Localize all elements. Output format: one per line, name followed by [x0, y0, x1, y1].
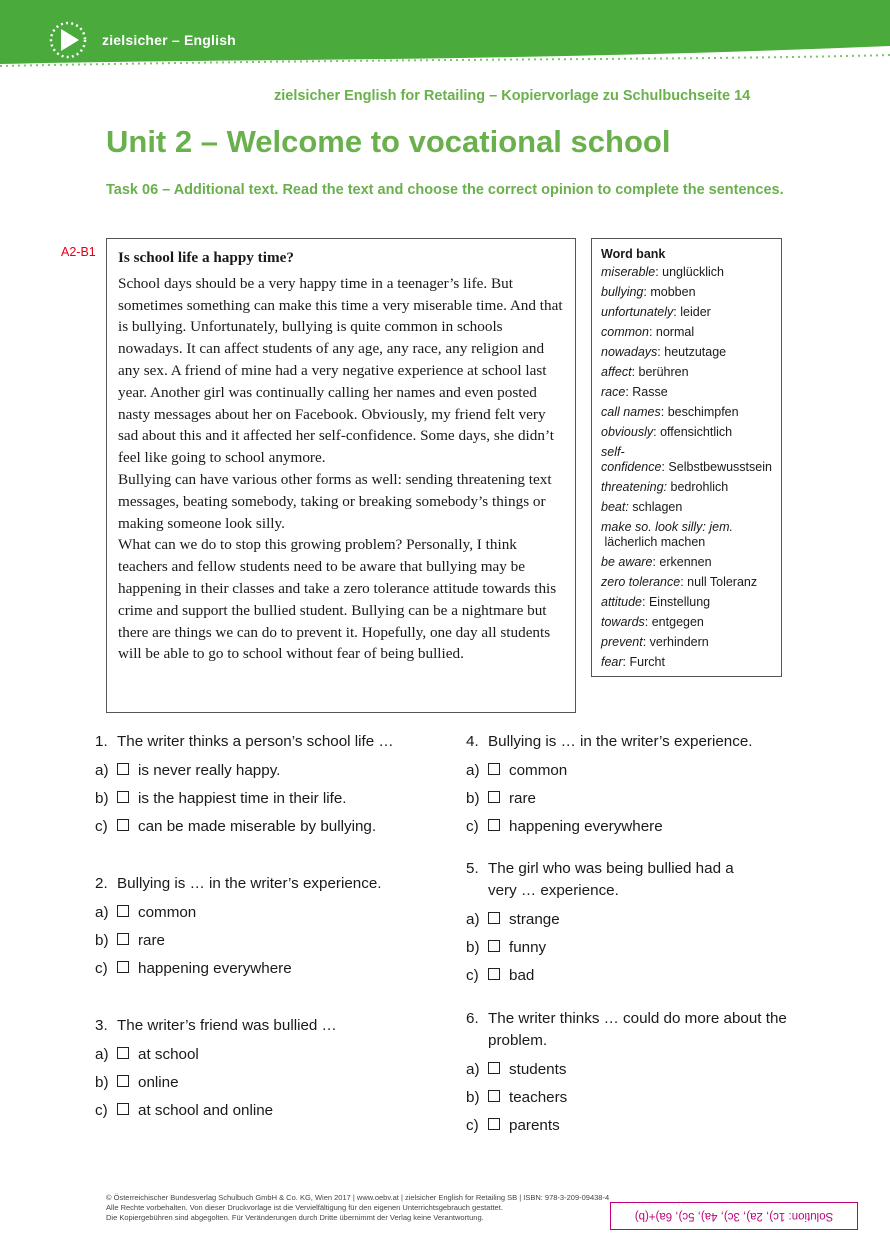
question-3 — [95, 1015, 445, 1125]
answer-option[interactable] — [466, 785, 796, 813]
word-bank-translation: lächerlich machen — [604, 535, 706, 549]
word-bank-translation: normal — [655, 325, 695, 339]
word-bank-translation: mobben — [650, 285, 696, 299]
question-4 — [466, 731, 796, 841]
option-text: common — [138, 904, 197, 921]
option-letter: b) — [466, 790, 480, 807]
answer-option[interactable] — [466, 1056, 796, 1084]
solution-key: Solution: 1c), 2a), 3c), 4a), 5c), 6a)+(b) — [610, 1202, 858, 1230]
answer-option[interactable] — [95, 1097, 445, 1125]
option-text: online — [138, 1074, 179, 1091]
option-letter: b) — [95, 1074, 109, 1091]
word-bank-entry — [601, 555, 775, 570]
checkbox-icon[interactable] — [117, 819, 129, 831]
question-text — [466, 1008, 796, 1052]
article-box — [106, 238, 576, 713]
checkbox-icon[interactable] — [488, 1090, 500, 1102]
checkbox-icon[interactable] — [117, 961, 129, 973]
question-text — [466, 731, 796, 753]
option-text: rare — [509, 790, 537, 807]
option-text: strange — [509, 911, 560, 928]
word-bank-separator: : — [660, 405, 668, 419]
option-text: bad — [509, 967, 535, 984]
checkbox-icon[interactable] — [488, 763, 500, 775]
word-bank-entry — [601, 635, 775, 650]
answer-option[interactable] — [466, 1112, 796, 1140]
question-prompt: The girl who was being bullied had a very … experience. — [488, 860, 734, 899]
article-paragraph: What can we do to stop this growing problem? Personally, I think teachers and fellow students need to be aware that bullying may be happening in their classes and take a zero tolerance attitude towards this crime and support the bullied student. Bullying can be a nightmare but there are things we can do to prevent it. Hopefully, one day all students will be able to go to school without fear of being bullied. — [118, 536, 557, 663]
level-badge: A2-B1 — [61, 245, 96, 259]
word-bank-translation: Furcht — [629, 655, 665, 669]
option-letter: a) — [466, 1061, 480, 1078]
article-paragraph: Bullying can have various other forms as well: sending threatening text messages, beating somebody, taking or breaking somebody’s things or making someone look silly. — [118, 470, 552, 532]
option-letter: a) — [466, 911, 480, 928]
question-text — [95, 1015, 445, 1037]
word-bank-separator: : — [625, 385, 633, 399]
word-bank-separator: : — [655, 265, 663, 279]
checkbox-icon[interactable] — [117, 933, 129, 945]
checkbox-icon[interactable] — [488, 1062, 500, 1074]
option-text: at school and online — [138, 1102, 274, 1119]
word-bank-entry — [601, 655, 775, 670]
task-instruction: Task 06 – Additional text. Read the text and choose the correct opinion to complete the sentences. — [106, 182, 784, 198]
option-text: at school — [138, 1046, 199, 1063]
word-bank-entry — [601, 445, 775, 475]
option-letter: c) — [95, 818, 108, 835]
option-letter: a) — [95, 1046, 109, 1063]
word-bank-entry — [601, 405, 775, 420]
word-bank-term: obviously — [601, 425, 654, 439]
word-bank-term: miserable — [601, 265, 656, 279]
question-2 — [95, 873, 445, 983]
option-text: rare — [138, 932, 166, 949]
word-bank-entry — [601, 500, 775, 515]
word-bank-translation: Einstellung — [648, 595, 711, 609]
word-bank-term: attitude — [601, 595, 643, 609]
answer-option[interactable] — [466, 906, 766, 934]
word-bank-separator: : — [657, 345, 665, 359]
question-text — [95, 873, 445, 895]
answer-option[interactable] — [95, 813, 445, 841]
word-bank-term: affect — [601, 365, 632, 379]
word-bank-term: common — [601, 325, 649, 339]
option-letter: b) — [466, 1089, 480, 1106]
word-bank-term: nowadays — [601, 345, 658, 359]
question-number: 1. — [95, 733, 108, 750]
option-text: is never really happy. — [138, 762, 281, 779]
checkbox-icon[interactable] — [488, 819, 500, 831]
word-bank-translation: heutzutage — [664, 345, 727, 359]
word-bank-translation: Rasse — [632, 385, 668, 399]
word-bank-separator: : — [631, 365, 639, 379]
footer-line: © Österreichischer Bundesverlag Schulbuch GmbH & Co. KG, Wien 2017 | www.oebv.at | zielsicher English for Retailing SB | ISBN: 978-3-209-09438-4 — [106, 1193, 610, 1202]
footer-line: Alle Rechte vorbehalten. Von dieser Druckvorlage ist die Vervielfältigung für den eigenen Unterrichtsgebrauch gestattet. — [106, 1203, 503, 1212]
word-bank-translation: beschimpfen — [667, 405, 739, 419]
option-text: parents — [509, 1117, 560, 1134]
word-bank-separator: : — [644, 615, 652, 629]
option-letter: b) — [466, 939, 480, 956]
answer-option[interactable] — [95, 899, 445, 927]
word-bank-separator: : — [642, 635, 650, 649]
question-6 — [466, 1008, 796, 1140]
word-bank-separator: : — [661, 460, 669, 474]
answer-option[interactable] — [95, 785, 445, 813]
option-letter: c) — [95, 960, 108, 977]
word-bank-separator: : — [622, 655, 630, 669]
option-text: is the happiest time in their life. — [138, 790, 347, 807]
word-bank-separator: : — [643, 285, 651, 299]
option-text: students — [509, 1061, 567, 1078]
word-bank-term: beat: — [601, 500, 629, 514]
word-bank-entry — [601, 285, 775, 300]
word-bank-separator: : — [673, 305, 681, 319]
word-bank-term: towards — [601, 615, 645, 629]
answer-option[interactable] — [95, 1041, 445, 1069]
question-number: 3. — [95, 1017, 108, 1034]
word-bank-entry — [601, 325, 775, 340]
word-bank-separator: : — [680, 575, 688, 589]
checkbox-icon[interactable] — [488, 912, 500, 924]
word-bank-list — [601, 265, 775, 670]
option-text: common — [509, 762, 568, 779]
word-bank-entry — [601, 615, 775, 630]
word-bank-entry — [601, 365, 775, 380]
article-paragraph: School days should be a very happy time in a teenager’s life. But sometimes something can make this time a very miserable time. And that is bullying. Unfortunately, bullying is quite common in schools nowadays. It can affect students of any age, any race, any religion and any sex. A friend of mine had a very negative experience at school last year. Another girl was continually calling her names and even posted nasty messages about her on Facebook. Obviously, my friend felt very sad about this and it affected her self-confidence. Some days, she didn’t feel like going to school anymore. — [118, 274, 563, 467]
word-bank-translation: berühren — [638, 365, 689, 379]
question-prompt: The writer thinks … could do more about the problem. — [488, 1010, 787, 1049]
page-subtitle: zielsicher English for Retailing – Kopiervorlage zu Schulbuchseite 14 — [274, 88, 751, 104]
option-text: can be made miserable by bullying. — [138, 818, 377, 835]
word-bank-entry — [601, 595, 775, 610]
answer-option[interactable] — [466, 813, 796, 841]
word-bank-translation: entgegen — [651, 615, 704, 629]
unit-title: Unit 2 – Welcome to vocational school — [106, 124, 671, 159]
option-text: happening everywhere — [509, 818, 663, 835]
answer-option[interactable] — [95, 1069, 445, 1097]
word-bank-translation: offensichtlich — [660, 425, 733, 439]
option-text: happening everywhere — [138, 960, 292, 977]
question-prompt: The writer’s friend was bullied … — [117, 1017, 337, 1034]
word-bank-translation: null Toleranz — [687, 575, 758, 589]
option-letter: a) — [95, 904, 109, 921]
question-text — [95, 731, 445, 753]
option-letter: a) — [466, 762, 480, 779]
question-prompt: The writer thinks a person’s school life … — [117, 733, 394, 750]
word-bank-translation: schlagen — [632, 500, 683, 514]
question-number: 6. — [466, 1010, 479, 1027]
checkbox-icon[interactable] — [488, 940, 500, 952]
option-letter: c) — [466, 967, 479, 984]
question-5 — [466, 858, 766, 990]
word-bank-term: unfortunately — [601, 305, 674, 319]
checkbox-icon[interactable] — [488, 791, 500, 803]
word-bank-separator: : — [648, 325, 656, 339]
word-bank-entry — [601, 345, 775, 360]
article-heading: Is school life a happy time? — [118, 249, 294, 266]
option-text: teachers — [509, 1089, 568, 1106]
word-bank-translation: erkennen — [659, 555, 712, 569]
word-bank-term: call names — [601, 405, 661, 419]
word-bank-title: Word bank — [601, 247, 666, 261]
checkbox-icon[interactable] — [117, 791, 129, 803]
word-bank-translation: verhindern — [649, 635, 709, 649]
word-bank-translation: leider — [680, 305, 711, 319]
answer-option[interactable] — [95, 757, 445, 785]
answer-option[interactable] — [466, 934, 766, 962]
question-1 — [95, 731, 445, 841]
checkbox-icon[interactable] — [117, 1075, 129, 1087]
answer-option[interactable] — [466, 757, 796, 785]
word-bank-term: be aware — [601, 555, 653, 569]
question-prompt: Bullying is … in the writer’s experience. — [117, 875, 382, 892]
word-bank-term: make so. look silly: jem. — [601, 520, 733, 534]
option-letter: b) — [95, 932, 109, 949]
word-bank-entry — [601, 575, 775, 590]
word-bank-term: zero tolerance — [601, 575, 681, 589]
word-bank-entry — [601, 265, 775, 280]
question-text — [466, 858, 766, 902]
answer-option[interactable] — [95, 927, 445, 955]
question-number: 4. — [466, 733, 479, 750]
word-bank-term: prevent — [601, 635, 643, 649]
word-bank-separator: : — [642, 595, 649, 609]
word-bank-entry — [601, 385, 775, 400]
checkbox-icon[interactable] — [117, 763, 129, 775]
word-bank-term: threatening: — [601, 480, 668, 494]
checkbox-icon[interactable] — [488, 1118, 500, 1130]
question-prompt: Bullying is … in the writer’s experience. — [488, 733, 753, 750]
word-bank-entry — [601, 425, 775, 440]
word-bank — [591, 238, 782, 677]
answer-option[interactable] — [466, 962, 766, 990]
word-bank-term: bullying — [601, 285, 644, 299]
brand-name: zielsicher – English — [102, 32, 236, 48]
checkbox-icon[interactable] — [117, 1047, 129, 1059]
checkbox-icon[interactable] — [117, 905, 129, 917]
footer-line: Die Kopiergebühren sind abgegolten. Für Veränderungen durch Dritte übernimmt der Verlag keine Verantwortung. — [106, 1213, 484, 1222]
word-bank-translation: Selbstbewusstsein — [668, 460, 772, 474]
word-bank-term: self-confidence — [601, 445, 662, 474]
word-bank-term: race — [601, 385, 626, 399]
word-bank-separator: : — [652, 555, 660, 569]
option-letter: b) — [95, 790, 109, 807]
word-bank-term: fear — [601, 655, 623, 669]
option-letter: c) — [95, 1102, 108, 1119]
option-letter: a) — [95, 762, 109, 779]
word-bank-entry — [601, 480, 775, 495]
checkbox-icon[interactable] — [488, 968, 500, 980]
word-bank-translation: bedrohlich — [670, 480, 729, 494]
word-bank-entry — [601, 305, 775, 320]
answer-option[interactable] — [466, 1084, 796, 1112]
question-number: 2. — [95, 875, 108, 892]
answer-option[interactable] — [95, 955, 445, 983]
option-letter: c) — [466, 818, 479, 835]
checkbox-icon[interactable] — [117, 1103, 129, 1115]
option-text: funny — [509, 939, 547, 956]
option-letter: c) — [466, 1117, 479, 1134]
question-number: 5. — [466, 860, 479, 877]
word-bank-translation: unglücklich — [662, 265, 724, 279]
word-bank-separator: : — [653, 425, 661, 439]
word-bank-entry — [601, 520, 775, 550]
